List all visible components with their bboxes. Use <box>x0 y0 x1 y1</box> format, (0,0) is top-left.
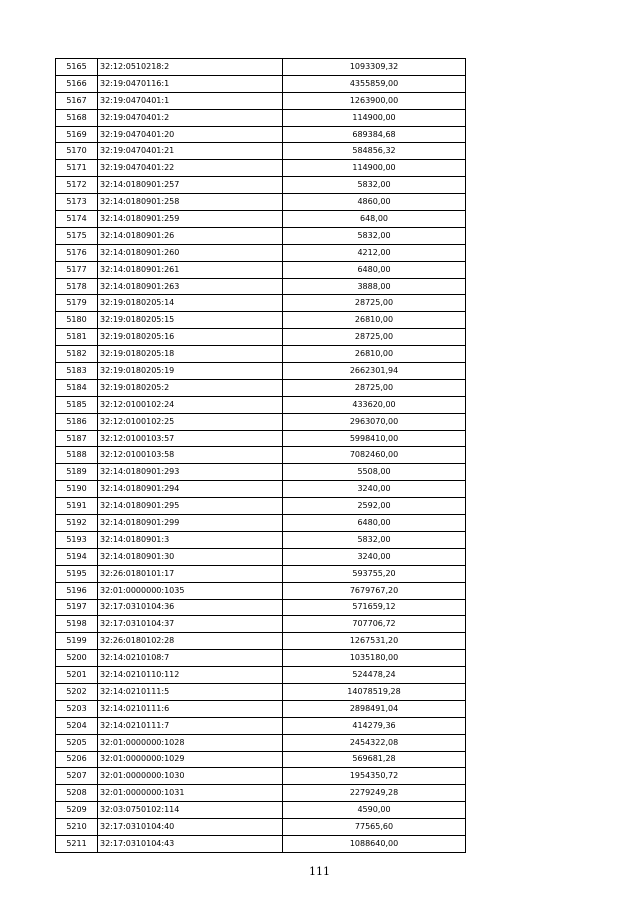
cadastral-value-cell: 4860,00 <box>283 194 466 211</box>
table-row <box>56 413 466 430</box>
cadastral-number-cell: 32:26:0180101:17 <box>98 565 283 582</box>
cadastral-number-cell: 32:01:0000000:1029 <box>98 751 283 768</box>
cadastral-number-cell: 32:12:0100103:58 <box>98 447 283 464</box>
table-row <box>56 346 466 363</box>
cadastral-number-cell: 32:12:0100102:25 <box>98 413 283 430</box>
cadastral-value-cell: 26810,00 <box>283 312 466 329</box>
cadastral-value-cell: 6480,00 <box>283 261 466 278</box>
table-row <box>56 447 466 464</box>
cadastral-value-cell: 14078519,28 <box>283 683 466 700</box>
row-number-cell: 5207 <box>56 768 98 785</box>
cadastral-value-cell: 2592,00 <box>283 498 466 515</box>
table-row <box>56 329 466 346</box>
cadastral-number-cell: 32:19:0180205:14 <box>98 295 283 312</box>
row-number-cell: 5196 <box>56 582 98 599</box>
cadastral-number-cell: 32:14:0180901:294 <box>98 481 283 498</box>
cadastral-value-cell: 648,00 <box>283 211 466 228</box>
row-number-cell: 5206 <box>56 751 98 768</box>
table-row <box>56 109 466 126</box>
cadastral-value-cell: 593755,20 <box>283 565 466 582</box>
row-number-cell: 5186 <box>56 413 98 430</box>
row-number-cell: 5188 <box>56 447 98 464</box>
cadastral-value-cell: 707706,72 <box>283 616 466 633</box>
cadastral-number-cell: 32:17:0310104:43 <box>98 835 283 852</box>
cadastral-value-table <box>55 58 466 853</box>
row-number-cell: 5200 <box>56 650 98 667</box>
row-number-cell: 5209 <box>56 802 98 819</box>
cadastral-number-cell: 32:01:0000000:1031 <box>98 785 283 802</box>
cadastral-value-cell: 2898491,04 <box>283 700 466 717</box>
table-row <box>56 582 466 599</box>
table-row <box>56 396 466 413</box>
cadastral-number-cell: 32:03:0750102:114 <box>98 802 283 819</box>
table-row <box>56 616 466 633</box>
cadastral-number-cell: 32:14:0180901:295 <box>98 498 283 515</box>
table-row <box>56 75 466 92</box>
row-number-cell: 5166 <box>56 75 98 92</box>
cadastral-value-cell: 1954350,72 <box>283 768 466 785</box>
table-row <box>56 734 466 751</box>
cadastral-value-cell: 2963070,00 <box>283 413 466 430</box>
table-row <box>56 633 466 650</box>
row-number-cell: 5193 <box>56 531 98 548</box>
cadastral-value-cell: 114900,00 <box>283 160 466 177</box>
cadastral-number-cell: 32:19:0180205:2 <box>98 379 283 396</box>
cadastral-value-cell: 4590,00 <box>283 802 466 819</box>
table-row <box>56 481 466 498</box>
cadastral-value-cell: 689384,68 <box>283 126 466 143</box>
table-row <box>56 211 466 228</box>
table-row <box>56 515 466 532</box>
row-number-cell: 5195 <box>56 565 98 582</box>
cadastral-value-cell: 1093309,32 <box>283 59 466 76</box>
cadastral-number-cell: 32:12:0510218:2 <box>98 59 283 76</box>
cadastral-number-cell: 32:14:0180901:260 <box>98 244 283 261</box>
cadastral-value-cell: 3888,00 <box>283 278 466 295</box>
cadastral-number-cell: 32:19:0180205:15 <box>98 312 283 329</box>
cadastral-value-cell: 5832,00 <box>283 177 466 194</box>
table-row <box>56 700 466 717</box>
table-row <box>56 379 466 396</box>
cadastral-value-cell: 114900,00 <box>283 109 466 126</box>
row-number-cell: 5174 <box>56 211 98 228</box>
cadastral-number-cell: 32:14:0180901:259 <box>98 211 283 228</box>
cadastral-number-cell: 32:19:0470401:22 <box>98 160 283 177</box>
row-number-cell: 5211 <box>56 835 98 852</box>
row-number-cell: 5165 <box>56 59 98 76</box>
cadastral-value-cell: 1263900,00 <box>283 92 466 109</box>
cadastral-value-cell: 7679767,20 <box>283 582 466 599</box>
cadastral-number-cell: 32:26:0180102:28 <box>98 633 283 650</box>
row-number-cell: 5184 <box>56 379 98 396</box>
table-row <box>56 768 466 785</box>
cadastral-number-cell: 32:19:0180205:16 <box>98 329 283 346</box>
table-row <box>56 667 466 684</box>
table-row <box>56 650 466 667</box>
cadastral-number-cell: 32:14:0180901:3 <box>98 531 283 548</box>
row-number-cell: 5203 <box>56 700 98 717</box>
cadastral-number-cell: 32:14:0210111:6 <box>98 700 283 717</box>
table-row <box>56 819 466 836</box>
table-row <box>56 143 466 160</box>
cadastral-number-cell: 32:01:0000000:1035 <box>98 582 283 599</box>
cadastral-number-cell: 32:14:0180901:257 <box>98 177 283 194</box>
cadastral-number-cell: 32:14:0180901:293 <box>98 464 283 481</box>
table-row <box>56 126 466 143</box>
table-row <box>56 363 466 380</box>
cadastral-number-cell: 32:12:0100103:57 <box>98 430 283 447</box>
cadastral-number-cell: 32:19:0470401:20 <box>98 126 283 143</box>
table-row <box>56 464 466 481</box>
cadastral-number-cell: 32:19:0180205:18 <box>98 346 283 363</box>
cadastral-value-cell: 1267531,20 <box>283 633 466 650</box>
cadastral-number-cell: 32:14:0180901:299 <box>98 515 283 532</box>
cadastral-value-cell: 5508,00 <box>283 464 466 481</box>
cadastral-number-cell: 32:14:0180901:26 <box>98 227 283 244</box>
cadastral-value-cell: 77565,60 <box>283 819 466 836</box>
table-body <box>56 59 466 853</box>
row-number-cell: 5178 <box>56 278 98 295</box>
table-row <box>56 278 466 295</box>
row-number-cell: 5179 <box>56 295 98 312</box>
cadastral-number-cell: 32:14:0210111:7 <box>98 717 283 734</box>
row-number-cell: 5177 <box>56 261 98 278</box>
cadastral-value-cell: 3240,00 <box>283 481 466 498</box>
cadastral-value-cell: 524478,24 <box>283 667 466 684</box>
row-number-cell: 5202 <box>56 683 98 700</box>
cadastral-value-cell: 5832,00 <box>283 227 466 244</box>
cadastral-value-cell: 414279,36 <box>283 717 466 734</box>
cadastral-value-cell: 433620,00 <box>283 396 466 413</box>
cadastral-number-cell: 32:14:0210111:5 <box>98 683 283 700</box>
cadastral-number-cell: 32:19:0180205:19 <box>98 363 283 380</box>
row-number-cell: 5167 <box>56 92 98 109</box>
cadastral-number-cell: 32:12:0100102:24 <box>98 396 283 413</box>
row-number-cell: 5205 <box>56 734 98 751</box>
cadastral-value-cell: 3240,00 <box>283 548 466 565</box>
cadastral-number-cell: 32:19:0470401:2 <box>98 109 283 126</box>
cadastral-number-cell: 32:14:0210110:112 <box>98 667 283 684</box>
row-number-cell: 5185 <box>56 396 98 413</box>
cadastral-number-cell: 32:19:0470116:1 <box>98 75 283 92</box>
row-number-cell: 5170 <box>56 143 98 160</box>
row-number-cell: 5189 <box>56 464 98 481</box>
cadastral-number-cell: 32:19:0470401:21 <box>98 143 283 160</box>
cadastral-value-cell: 4355859,00 <box>283 75 466 92</box>
table-row <box>56 717 466 734</box>
cadastral-value-cell: 28725,00 <box>283 295 466 312</box>
table-row <box>56 244 466 261</box>
row-number-cell: 5204 <box>56 717 98 734</box>
cadastral-value-cell: 28725,00 <box>283 379 466 396</box>
table-row <box>56 531 466 548</box>
cadastral-value-cell: 2662301,94 <box>283 363 466 380</box>
table-row <box>56 194 466 211</box>
table-row <box>56 430 466 447</box>
row-number-cell: 5194 <box>56 548 98 565</box>
row-number-cell: 5175 <box>56 227 98 244</box>
table-row <box>56 92 466 109</box>
row-number-cell: 5182 <box>56 346 98 363</box>
row-number-cell: 5180 <box>56 312 98 329</box>
page-number: 111 <box>309 865 330 878</box>
cadastral-number-cell: 32:17:0310104:37 <box>98 616 283 633</box>
row-number-cell: 5169 <box>56 126 98 143</box>
cadastral-number-cell: 32:14:0180901:263 <box>98 278 283 295</box>
table-row <box>56 312 466 329</box>
table-row <box>56 751 466 768</box>
cadastral-value-cell: 6480,00 <box>283 515 466 532</box>
table-row <box>56 599 466 616</box>
table-row <box>56 59 466 76</box>
cadastral-value-cell: 2279249,28 <box>283 785 466 802</box>
table-row <box>56 295 466 312</box>
table-row <box>56 835 466 852</box>
cadastral-number-cell: 32:01:0000000:1030 <box>98 768 283 785</box>
cadastral-number-cell: 32:17:0310104:40 <box>98 819 283 836</box>
table-row <box>56 565 466 582</box>
cadastral-number-cell: 32:14:0210108:7 <box>98 650 283 667</box>
cadastral-value-cell: 2454322,08 <box>283 734 466 751</box>
cadastral-value-cell: 1088640,00 <box>283 835 466 852</box>
cadastral-number-cell: 32:14:0180901:261 <box>98 261 283 278</box>
table-row <box>56 261 466 278</box>
row-number-cell: 5187 <box>56 430 98 447</box>
cadastral-value-cell: 4212,00 <box>283 244 466 261</box>
cadastral-value-cell: 5832,00 <box>283 531 466 548</box>
cadastral-value-cell: 5998410,00 <box>283 430 466 447</box>
cadastral-value-cell: 584856,32 <box>283 143 466 160</box>
cadastral-value-cell: 7082460,00 <box>283 447 466 464</box>
cadastral-value-cell: 569681,28 <box>283 751 466 768</box>
row-number-cell: 5199 <box>56 633 98 650</box>
row-number-cell: 5192 <box>56 515 98 532</box>
cadastral-value-cell: 28725,00 <box>283 329 466 346</box>
row-number-cell: 5190 <box>56 481 98 498</box>
row-number-cell: 5197 <box>56 599 98 616</box>
cadastral-number-cell: 32:14:0180901:258 <box>98 194 283 211</box>
cadastral-number-cell: 32:01:0000000:1028 <box>98 734 283 751</box>
row-number-cell: 5183 <box>56 363 98 380</box>
table-row <box>56 177 466 194</box>
row-number-cell: 5168 <box>56 109 98 126</box>
table-row <box>56 498 466 515</box>
row-number-cell: 5171 <box>56 160 98 177</box>
row-number-cell: 5176 <box>56 244 98 261</box>
cadastral-value-cell: 571659,12 <box>283 599 466 616</box>
cadastral-number-cell: 32:19:0470401:1 <box>98 92 283 109</box>
table-row <box>56 683 466 700</box>
row-number-cell: 5173 <box>56 194 98 211</box>
table-row <box>56 227 466 244</box>
cadastral-value-cell: 1035180,00 <box>283 650 466 667</box>
cadastral-number-cell: 32:14:0180901:30 <box>98 548 283 565</box>
row-number-cell: 5210 <box>56 819 98 836</box>
row-number-cell: 5201 <box>56 667 98 684</box>
table-row <box>56 160 466 177</box>
table-row <box>56 548 466 565</box>
row-number-cell: 5181 <box>56 329 98 346</box>
cadastral-number-cell: 32:17:0310104:36 <box>98 599 283 616</box>
row-number-cell: 5198 <box>56 616 98 633</box>
cadastral-value-cell: 26810,00 <box>283 346 466 363</box>
table-row <box>56 785 466 802</box>
row-number-cell: 5172 <box>56 177 98 194</box>
row-number-cell: 5208 <box>56 785 98 802</box>
row-number-cell: 5191 <box>56 498 98 515</box>
table-row <box>56 802 466 819</box>
